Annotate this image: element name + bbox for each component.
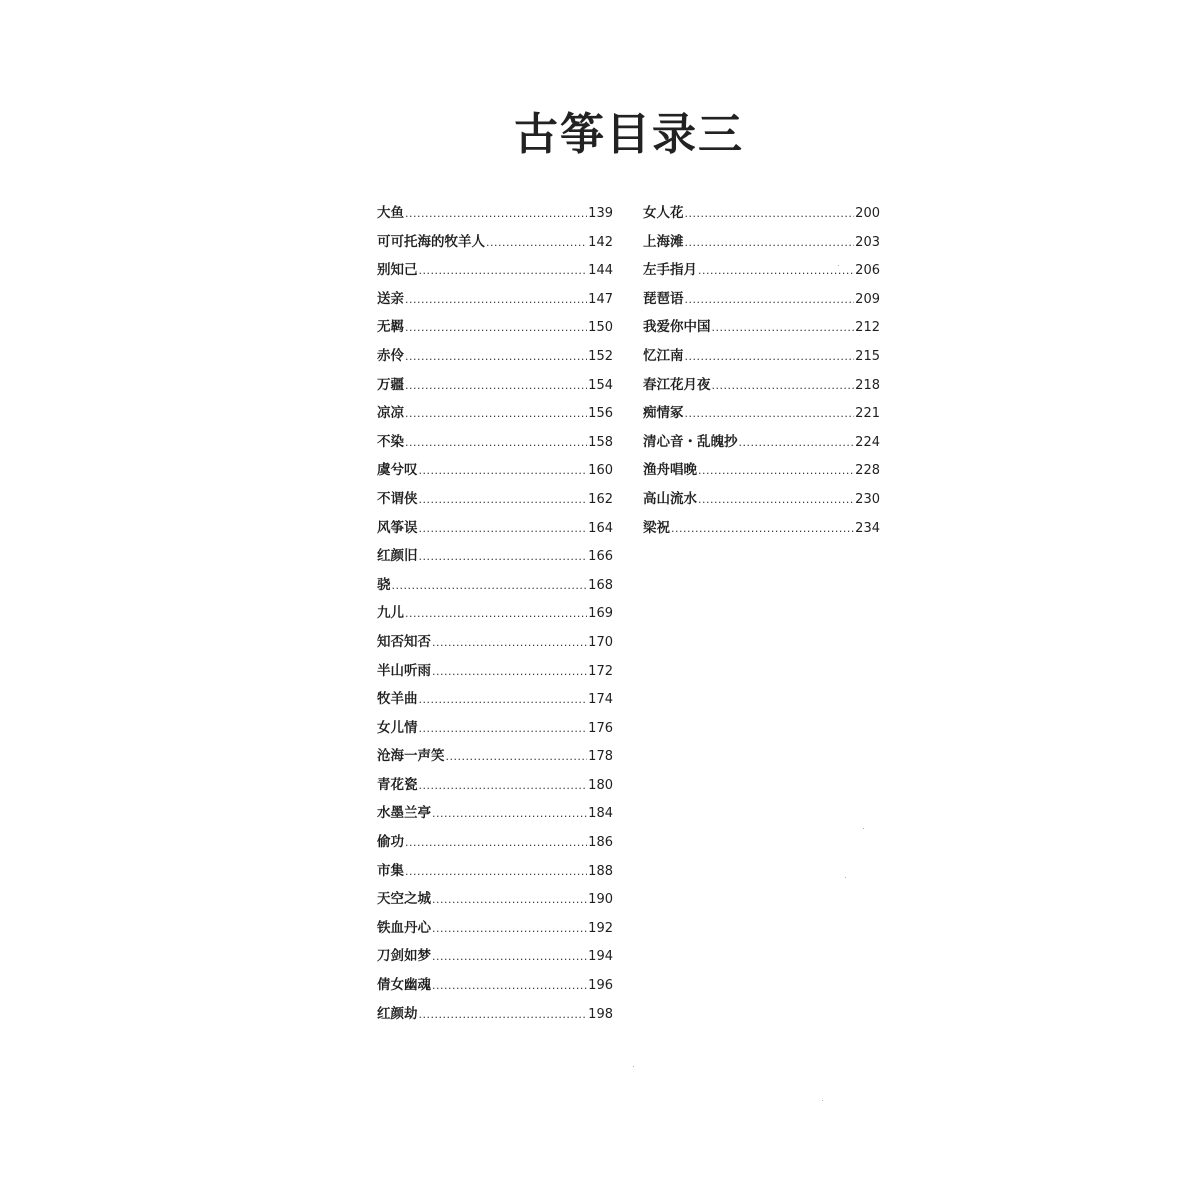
toc-entry-page-number: 192 — [588, 920, 613, 936]
toc-entry-title: 无羁 — [377, 319, 404, 336]
toc-entry-page-number: 162 — [588, 491, 613, 507]
toc-entry — [377, 428, 613, 457]
toc-entry-title: 高山流水 — [643, 490, 697, 507]
toc-entry-page-number: 200 — [855, 206, 880, 221]
toc-dot-leader — [419, 1001, 588, 1030]
toc-entry-page-number: 218 — [855, 377, 880, 393]
toc-entry-page-number: 158 — [588, 434, 613, 450]
toc-dot-leader — [432, 800, 587, 829]
toc-entry — [643, 514, 880, 543]
toc-entry-title: 可可托海的牧羊人 — [377, 233, 485, 250]
toc-entry — [643, 342, 880, 371]
toc-entry-page-number: 178 — [588, 749, 613, 765]
toc-dot-leader — [405, 600, 587, 629]
toc-entry — [377, 228, 613, 257]
toc-dot-leader — [486, 229, 587, 258]
toc-entry-title: 倩女幽魂 — [377, 977, 431, 994]
toc-entry — [377, 1000, 613, 1029]
toc-entry-page-number: 168 — [588, 577, 613, 593]
toc-column-left — [377, 199, 613, 1028]
toc-entry — [377, 714, 613, 743]
toc-entry-title: 虞兮叹 — [377, 462, 418, 479]
toc-entry-page-number: 196 — [588, 978, 613, 994]
toc-dot-leader — [698, 486, 854, 515]
toc-entry-page-number: 184 — [588, 806, 613, 822]
toc-entry — [377, 657, 613, 686]
toc-entry — [643, 285, 880, 314]
toc-entry-page-number: 172 — [588, 663, 613, 679]
toc-entry — [377, 571, 613, 600]
toc-entry — [377, 485, 613, 514]
toc-dot-leader — [419, 486, 588, 515]
toc-entry — [377, 799, 613, 828]
toc-entry-title: 渔舟唱晚 — [643, 462, 697, 479]
toc-dot-leader — [685, 229, 855, 258]
toc-entry — [643, 199, 880, 228]
toc-dot-leader — [432, 886, 587, 915]
toc-entry-page-number: 190 — [588, 892, 613, 908]
toc-dot-leader — [739, 429, 855, 458]
toc-entry-page-number: 230 — [855, 491, 880, 507]
toc-dot-leader — [405, 829, 587, 858]
scan-speck — [822, 1100, 823, 1101]
toc-entry — [377, 885, 613, 914]
toc-entry — [377, 742, 613, 771]
toc-entry — [643, 256, 880, 285]
toc-entry — [377, 628, 613, 657]
toc-entry-title: 别知己 — [377, 262, 418, 279]
scan-speck — [838, 265, 839, 266]
toc-entry-page-number: 194 — [588, 949, 613, 965]
toc-entry-title: 半山听雨 — [377, 662, 431, 679]
toc-dot-leader — [685, 200, 855, 229]
toc-entry-page-number: 144 — [588, 263, 613, 279]
toc-entry-title: 春江花月夜 — [643, 376, 711, 393]
toc-entry-page-number: 176 — [588, 720, 613, 736]
toc-entry — [377, 971, 613, 1000]
toc-entry — [377, 914, 613, 943]
toc-entry — [643, 428, 880, 457]
toc-entry — [377, 456, 613, 485]
scan-speck — [845, 877, 846, 878]
toc-entry-page-number: 224 — [855, 434, 880, 450]
toc-entry-page-number: 188 — [588, 863, 613, 879]
toc-entry-title: 铁血丹心 — [377, 919, 431, 936]
toc-entry-page-number: 174 — [588, 692, 613, 708]
toc-entry-title: 九儿 — [377, 605, 404, 622]
toc-entry-title: 上海滩 — [643, 233, 684, 250]
toc-entry-title: 万疆 — [377, 376, 404, 393]
toc-entry-title: 偷功 — [377, 834, 404, 851]
toc-entry — [377, 542, 613, 571]
toc-entry — [377, 399, 613, 428]
toc-entry-title: 红颜旧 — [377, 548, 418, 565]
toc-dot-leader — [419, 772, 588, 801]
toc-entry-page-number: 180 — [588, 777, 613, 793]
toc-dot-leader — [419, 543, 588, 572]
toc-dot-leader — [712, 314, 855, 343]
toc-entry-title: 大鱼 — [377, 205, 404, 221]
toc-entry — [643, 228, 880, 257]
toc-entry-page-number: 221 — [855, 406, 880, 422]
toc-entry — [377, 685, 613, 714]
toc-entry-page-number: 206 — [855, 263, 880, 279]
toc-entry-page-number: 156 — [588, 406, 613, 422]
toc-entry-title: 赤伶 — [377, 347, 404, 364]
toc-dot-leader — [392, 572, 588, 601]
toc-entry-title: 不谓侠 — [377, 490, 418, 507]
toc-entry-title: 风筝误 — [377, 519, 418, 536]
toc-entry-title: 刀剑如梦 — [377, 948, 431, 965]
toc-entry-title: 市集 — [377, 862, 404, 879]
toc-entry-page-number: 198 — [588, 1006, 613, 1022]
toc-dot-leader — [405, 400, 587, 429]
toc-entry — [377, 942, 613, 971]
toc-entry-title: 清心音・乱魄抄 — [643, 433, 738, 450]
toc-dot-leader — [446, 743, 588, 772]
toc-entry-page-number: 169 — [588, 606, 613, 622]
toc-dot-leader — [712, 372, 855, 401]
scan-speck — [863, 828, 864, 829]
toc-entry-page-number: 154 — [588, 377, 613, 393]
toc-entry-title: 忆江南 — [643, 347, 684, 364]
toc-entry-title: 红颜劫 — [377, 1005, 418, 1022]
toc-entry-page-number: 160 — [588, 463, 613, 479]
toc-dot-leader — [405, 314, 587, 343]
toc-entry-title: 水墨兰亭 — [377, 805, 431, 822]
toc-entry — [643, 371, 880, 400]
toc-dot-leader — [432, 972, 587, 1001]
toc-dot-leader — [685, 286, 855, 315]
toc-entry-page-number: 139 — [588, 206, 613, 221]
toc-entry-page-number: 228 — [855, 463, 880, 479]
toc-dot-leader — [419, 257, 588, 286]
toc-entry — [643, 399, 880, 428]
toc-dot-leader — [419, 457, 588, 486]
toc-entry — [643, 456, 880, 485]
toc-entry — [377, 828, 613, 857]
toc-entry-title: 牧羊曲 — [377, 691, 418, 708]
toc-entry-page-number: 147 — [588, 291, 613, 307]
toc-entry-page-number: 150 — [588, 320, 613, 336]
toc-entry-page-number: 166 — [588, 549, 613, 565]
toc-entry-page-number: 164 — [588, 520, 613, 536]
toc-dot-leader — [685, 343, 855, 372]
toc-entry-title: 青花瓷 — [377, 776, 418, 793]
toc-entry — [377, 599, 613, 628]
toc-dot-leader — [685, 400, 855, 429]
toc-entry-title: 沧海一声笑 — [377, 748, 445, 765]
toc-entry-title: 女人花 — [643, 205, 684, 221]
toc-entry-page-number: 234 — [855, 520, 880, 536]
toc-dot-leader — [432, 915, 587, 944]
toc-entry-page-number: 203 — [855, 234, 880, 250]
toc-entry — [377, 342, 613, 371]
toc-entry — [643, 313, 880, 342]
toc-entry — [377, 371, 613, 400]
toc-entry-page-number: 152 — [588, 348, 613, 364]
toc-dot-leader — [419, 686, 588, 715]
toc-dot-leader — [698, 457, 854, 486]
toc-dot-leader — [432, 943, 587, 972]
toc-entry — [377, 514, 613, 543]
toc-entry — [377, 771, 613, 800]
toc-entry-page-number: 142 — [588, 234, 613, 250]
toc-entry-title: 送亲 — [377, 290, 404, 307]
toc-entry-title: 女儿情 — [377, 719, 418, 736]
toc-entry-title: 左手指月 — [643, 262, 697, 279]
toc-column-right — [643, 199, 880, 542]
toc-entry-title: 天空之城 — [377, 891, 431, 908]
toc-dot-leader — [405, 343, 587, 372]
toc-dot-leader — [432, 629, 587, 658]
toc-entry — [643, 485, 880, 514]
toc-entry-title: 知否知否 — [377, 633, 431, 650]
toc-dot-leader — [405, 858, 587, 887]
toc-entry-page-number: 186 — [588, 835, 613, 851]
toc-dot-leader — [405, 429, 587, 458]
toc-entry — [377, 857, 613, 886]
toc-entry — [377, 285, 613, 314]
page-title: 古筝目录三 — [514, 109, 744, 160]
toc-dot-leader — [698, 257, 854, 286]
toc-entry-title: 痴情冢 — [643, 405, 684, 422]
toc-entry — [377, 313, 613, 342]
toc-dot-leader — [671, 515, 854, 544]
toc-entry — [377, 256, 613, 285]
toc-entry-title: 琵琶语 — [643, 290, 684, 307]
toc-dot-leader — [419, 515, 588, 544]
toc-dot-leader — [419, 715, 588, 744]
toc-entry — [377, 199, 613, 228]
toc-dot-leader — [405, 200, 587, 229]
toc-entry-page-number: 215 — [855, 348, 880, 364]
scan-speck — [633, 1066, 634, 1067]
toc-entry-page-number: 209 — [855, 291, 880, 307]
toc-dot-leader — [432, 658, 587, 687]
toc-entry-title: 骁 — [377, 576, 391, 593]
toc-entry-title: 我爱你中国 — [643, 319, 711, 336]
toc-dot-leader — [405, 286, 587, 315]
toc-entry-title: 凉凉 — [377, 405, 404, 422]
toc-dot-leader — [405, 372, 587, 401]
toc-entry-page-number: 170 — [588, 634, 613, 650]
toc-entry-title: 不染 — [377, 433, 404, 450]
toc-entry-title: 梁祝 — [643, 519, 670, 536]
toc-entry-page-number: 212 — [855, 320, 880, 336]
